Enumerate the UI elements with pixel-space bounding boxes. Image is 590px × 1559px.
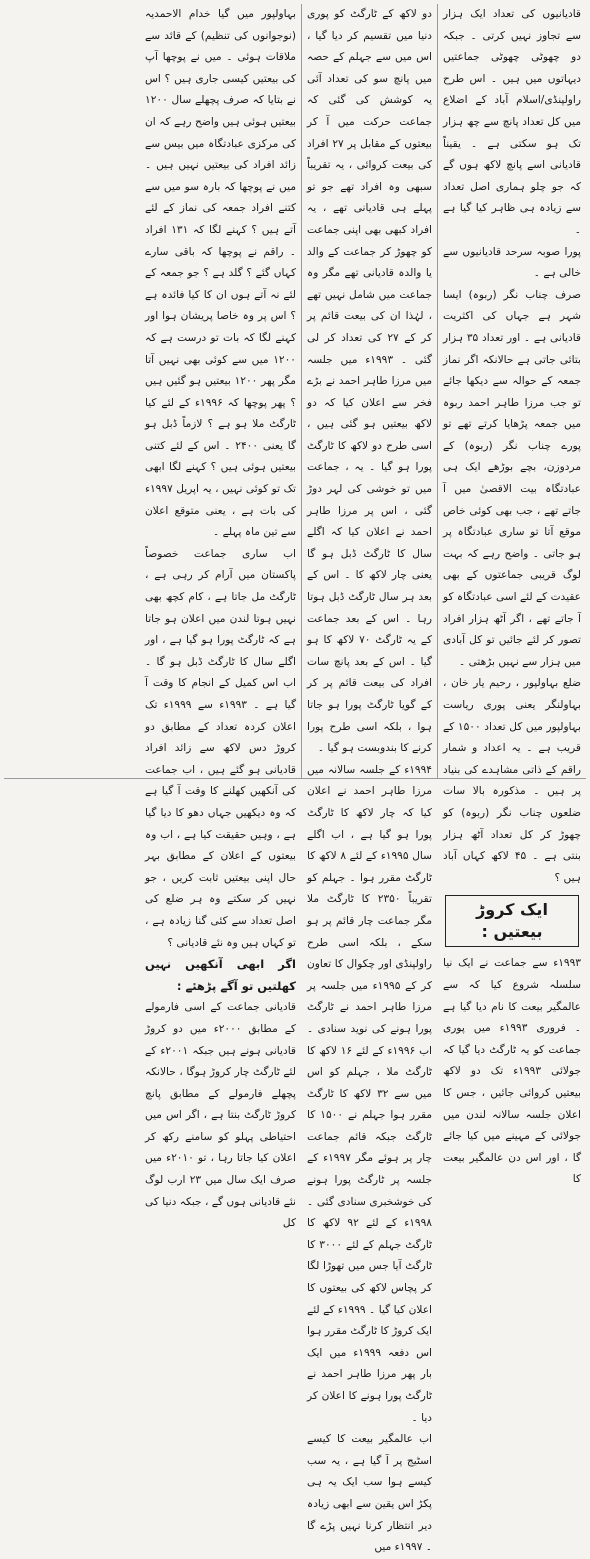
paragraph: پورا صوبہ سرحد قادیانیوں سے خالی ہے ۔ xyxy=(443,245,581,280)
paragraph: قادیانیوں کی تعداد ایک ہزار سے تجاوز نہیں کرتی ۔ جبکہ دو چھوٹی چھوٹی جماعتیں دیہاتوں میں ہیں ۔ اس طرح راولپنڈی/اسلام آباد کے اضلاع میں کل تعداد پانچ سے چھ ہزار تک ہو سکتی ہے ۔ یقیناً قادیانی اسے پانچ لاکھ ہوں گے کہ جو چلو ہماری اصل تعداد سے زیادہ ہی ظاہر کیا گیا ہے ۔ xyxy=(443,8,581,236)
paragraph: اب عالمگیر بیعت کا کیسے اسٹیج پر آ گیا ہے ، یہ سب کیسے ہوا سب ایک یہ ہی پکڑ اس یقین سے ابھی زیادہ دیر انتظار کرنا نہیں پڑے گا ۔ ۱۹۹۷ء میں xyxy=(307,1433,432,1554)
paragraph: صرف چناب نگر (ربوہ) ایسا شہر ہے جہاں کی اکثریت قادیانی ہے ۔ اور تعداد ۳۵ ہزار بتائی جاتی ہے حالانکہ اگر نماز جمعہ کے حوالہ سے دیکھا جائے تو جب مرزا طاہر احمد ربوہ میں جمعہ پڑھایا کرتے تھے تو پورے چناب نگر (ربوہ) کے مردوزن، بچے بوڑھے ایک ہی عبادتگاہ بیت الاقصیٰ میں آ جاتے تھے ، جب بھی کوئی خاص موقع آتا تو ساری عبادتگاہ پر ہو جاتی ۔ واضح رہے کہ بہت لوگ قریبی جماعتوں کے بھی عقیدت کے لئے اسی عبادتگاہ کو آ جاتے تھے ، اگر آٹھ ہزار افراد تصور کر لئے جائیں تو کل آبادی میں ہزار سے نہیں بڑھتی ۔ xyxy=(443,288,581,668)
column-middle-right xyxy=(302,4,438,1554)
subheading: اگر ابھی آنکھیں نہیں کھلتیں تو آگے پڑھئے : xyxy=(145,957,296,993)
paragraph: اب ساری جماعت خصوصاً پاکستان میں آرام کر رہی ہے ، ٹارگٹ مل جاتا ہے ، کام کچھ بھی نہیں ہوتا لندن میں اعلان ہو جاتا ہے کہ ٹارگٹ پورا ہو گیا ہے ، اور اگلے سال کا ٹارگٹ ڈبل ہو گا ۔ اب اس کمیل کے انجام کا وقت آ گیا ہے ۔ ۱۹۹۳ء سے ۱۹۹۹ء تک اعلان کردہ تعداد کے مطابق دو کروڑ دس لاکھ سے زائد افراد قادیانی ہو گئے ہیں ، اب جماعت کی آنکھیں کھلنے کا وقت آ گیا ہے کہ وہ دیکھیں جہاں دھو کا دیا گیا ہے ، وہیں حقیقت کیا ہے ، اب وہ بیعتوں کے اعلان کے مطابق بہر حال اپنی بیعتیں ثابت کریں ، جو نہیں کر سکتے وہ ہر ضلع کی اصل تعداد سے کئی گنا زیادہ ہے ، تو کہاں ہیں وہ نئے قادیانی ؟ xyxy=(145,547,296,949)
column-right xyxy=(438,4,586,1186)
paragraph: دو لاکھ کے ٹارگٹ کو پوری دنیا میں تقسیم کر دیا گیا ، اس میں سے جہلم کے حصہ میں پانچ سو کی تعداد آئی یہ کوشش کی گئی کہ جماعت حرکت میں آ کر بیعتوں کے مقابل پر ۲۷ افراد کی بیعت کروائی ، یہ تقریباً سبھی وہ افراد تھے جو تو پہلے ہی قادیانی تھے ، یہ افراد کبھی بھی اپنی جماعت کو چھوڑ کر جماعت کے والد یا والدہ قادیانی تھے مگر وہ جماعت میں شامل نہیں تھے ، لہٰذا ان کی بیعت قائم پر کر کے ۲۷ کی تعداد کر لی گئی ۔ ۱۹۹۳ء میں جلسہ میں مرزا طاہر احمد نے بڑے فخر سے اعلان کیا کہ دو لاکھ بیعتیں ہو گئی ہیں ، اسی طرح دو لاکھ کا ٹارگٹ پورا ہو گیا ۔ یہ ، جماعت میں تو خوشی کی لہر دوڑ گئی ، اس پر مرزا طاہر احمد نے اعلان کیا کہ اگلے سال کا ٹارگٹ ڈبل ہو گا یعنی چار لاکھ کا ۔ اس کے بعد ہر سال ٹارگٹ ڈبل ہوتا رہا ۔ اس کے بعد جماعت کے یہ ٹارگٹ ۷۰ لاکھ کا ہو گیا ۔ اس کے بعد پانچ سات افراد کی بیعت قائم پر کر کے گویا ٹارگٹ پورا ہو جاتا ہوا ، بلکہ اسی طرح پورا کرنے کا بندوبست ہو گیا ۔ xyxy=(307,8,432,755)
bottom-divider xyxy=(4,778,586,779)
paragraph: ضلع بہاولپور ، رحیم یار خان ، بہاولنگر یعنی پوری ریاست بہاولپور میں کل تعداد ۱۵۰۰ کے قریب ہے ۔ یہ اعداد و شمار راقم کے ذاتی مشاہدے کی بنیاد پر ہیں ۔ مذکورہ بالا سات ضلعوں چناب نگر (ربوہ) کو چھوڑ کر کل تعداد آٹھ ہزار بنتی ہے ۔ ۴۵ لاکھ کہاں آباد ہیں ؟ xyxy=(443,677,581,884)
paragraph: ۱۹۹۴ء کے جلسہ سالانہ میں مرزا طاہر احمد نے اعلان کیا کہ چار لاکھ کا ٹارگٹ پورا ہو گیا ہے ، اب اگلے سال ۱۹۹۵ء کے لئے ۸ لاکھ کا ٹارگٹ مقرر ہوا ۔ جہلم کو تقریباً ۲۳۵۰ کا ٹارگٹ ملا مگر جماعت چار قائم پر ہو سکے ، بلکہ اسی طرح راولپنڈی اور چکوال کا تعاون کر کے ۱۹۹۵ء میں جلسہ پر مرزا طاہر احمد نے ٹارگٹ پورا ہونے کی نوید سنادی ۔ اب ۱۹۹۶ء کے لئے ۱۶ لاکھ کا ٹارگٹ ملا ، جہلم کو اس میں سے ۳۲ لاکھ کا ٹارگٹ مقرر ہوا جہلم نے ۱۵۰۰ کا ٹارگٹ جبکہ قائم جماعت چار پر ہوئے مگر ۱۹۹۷ء کے جلسہ پر ٹارگٹ پورا ہونے کی خوشخبری سنادی گئی ۔ ۱۹۹۸ء کے لئے ۹۲ لاکھ کا ٹارگٹ جہلم کے لئے ۳۰۰۰ کا ٹارگٹ آیا جس میں تھوڑا لگا کر پچاس لاکھ کی بیعتوں کا اعلان کیا گیا ۔ ۱۹۹۹ء کے لئے ایک کروڑ کا ٹارگٹ مقرر ہوا اس دفعہ ۱۹۹۹ء میں ایک بار پھر مرزا طاہر احمد نے ٹارگٹ پورا ہونے کا اعلان کر دیا ۔ xyxy=(307,763,433,1424)
paragraph: قادیانی جماعت کے اسی فارمولے کے مطابق ۲۰۰۰ء میں دو کروڑ قادیانی ہونے ہیں جبکہ ۲۰۰۱ء کے لئے ٹارگٹ چار کروڑ ہوگا ، حالانکہ پچھلے فارمولے کے مطابق پانچ کروڑ ٹارگٹ بنتا ہے ، اگر اس میں احتیاطی پہلو کو سامنے رکھ کر اعلان کیا جاتا رہا ، تو ۲۰۱۰ء میں صرف ایک سال میں ۲۳ ارب لوگ نئے قادیانی ہوں گے ، جبکہ دنیا کی کل xyxy=(145,1001,296,1230)
section-heading: ایک کروڑ بیعتیں : xyxy=(445,895,579,947)
paragraph: ۱۹۹۳ء سے جماعت نے ایک نیا سلسلہ شروع کیا کہ سے عالمگیر بیعت کا نام دیا گیا ہے ۔ فروری ۱۹۹۳ء میں پوری جماعت کو یہ ٹارگٹ دیا گیا کہ جولائی ۱۹۹۳ء تک دو لاکھ بیعتیں کروائی جائیں ، جس کا اعلان جلسہ سالانہ لندن میں جولائی کے مہینے میں کیا جائے گا ، اور اس دن عالمگیر بیعت کا xyxy=(443,957,581,1186)
column-left xyxy=(140,4,302,1230)
paragraph: بہاولپور میں گیا خدام الاحمدیہ (نوجوانوں کی تنظیم) کے قائد سے ملاقات ہوئی ۔ میں نے پوچھا آپ کی بیعتیں کیسی جاری ہیں ؟ اس نے بتایا کہ صرف پچھلے سال ۱۲۰۰ بیعتیں ہوئی ہیں واضح رہے کہ ان کی مرکزی عبادتگاہ میں بیس سے زائد افراد کی بیعتیں نہیں ہیں ۔ میں نے پوچھا کہ بارہ سو میں سے کتنے افراد جمعہ کی نماز کے لئے آتے ہیں ؟ کہنے لگا کہ ۱۳۱ افراد ۔ راقم نے پوچھا کہ باقی سارے کہاں گئے ؟ گلد ہے ؟ جو جمعہ کے لئے نہ آتے ہوں ان کا کیا فائدہ ہے ؟ اس پر وہ خاصا پریشان ہوا اور کہنے لگا کہ بات تو درست ہے کہ ۱۲۰۰ میں سے کوئی بھی نہیں آتا مگر پھر ۱۲۰۰ بیعتیں ہو گئیں ہیں ؟ پھر پوچھا کہ ۱۹۹۶ء کے لئے کیا ٹارگٹ ملا ہو ہے ؟ لازماً ڈبل ہو گا یعنی ۲۴۰۰ ۔ اس کے لئے کتنی بیعتیں ہوئی ہیں ؟ کہنے لگا ابھی تک تو کوئی نہیں ، یہ اپریل ۱۹۹۷ء کی بات ہے ، یعنی متوقع اعلان سے تین ماہ پہلے ۔ xyxy=(145,8,296,539)
